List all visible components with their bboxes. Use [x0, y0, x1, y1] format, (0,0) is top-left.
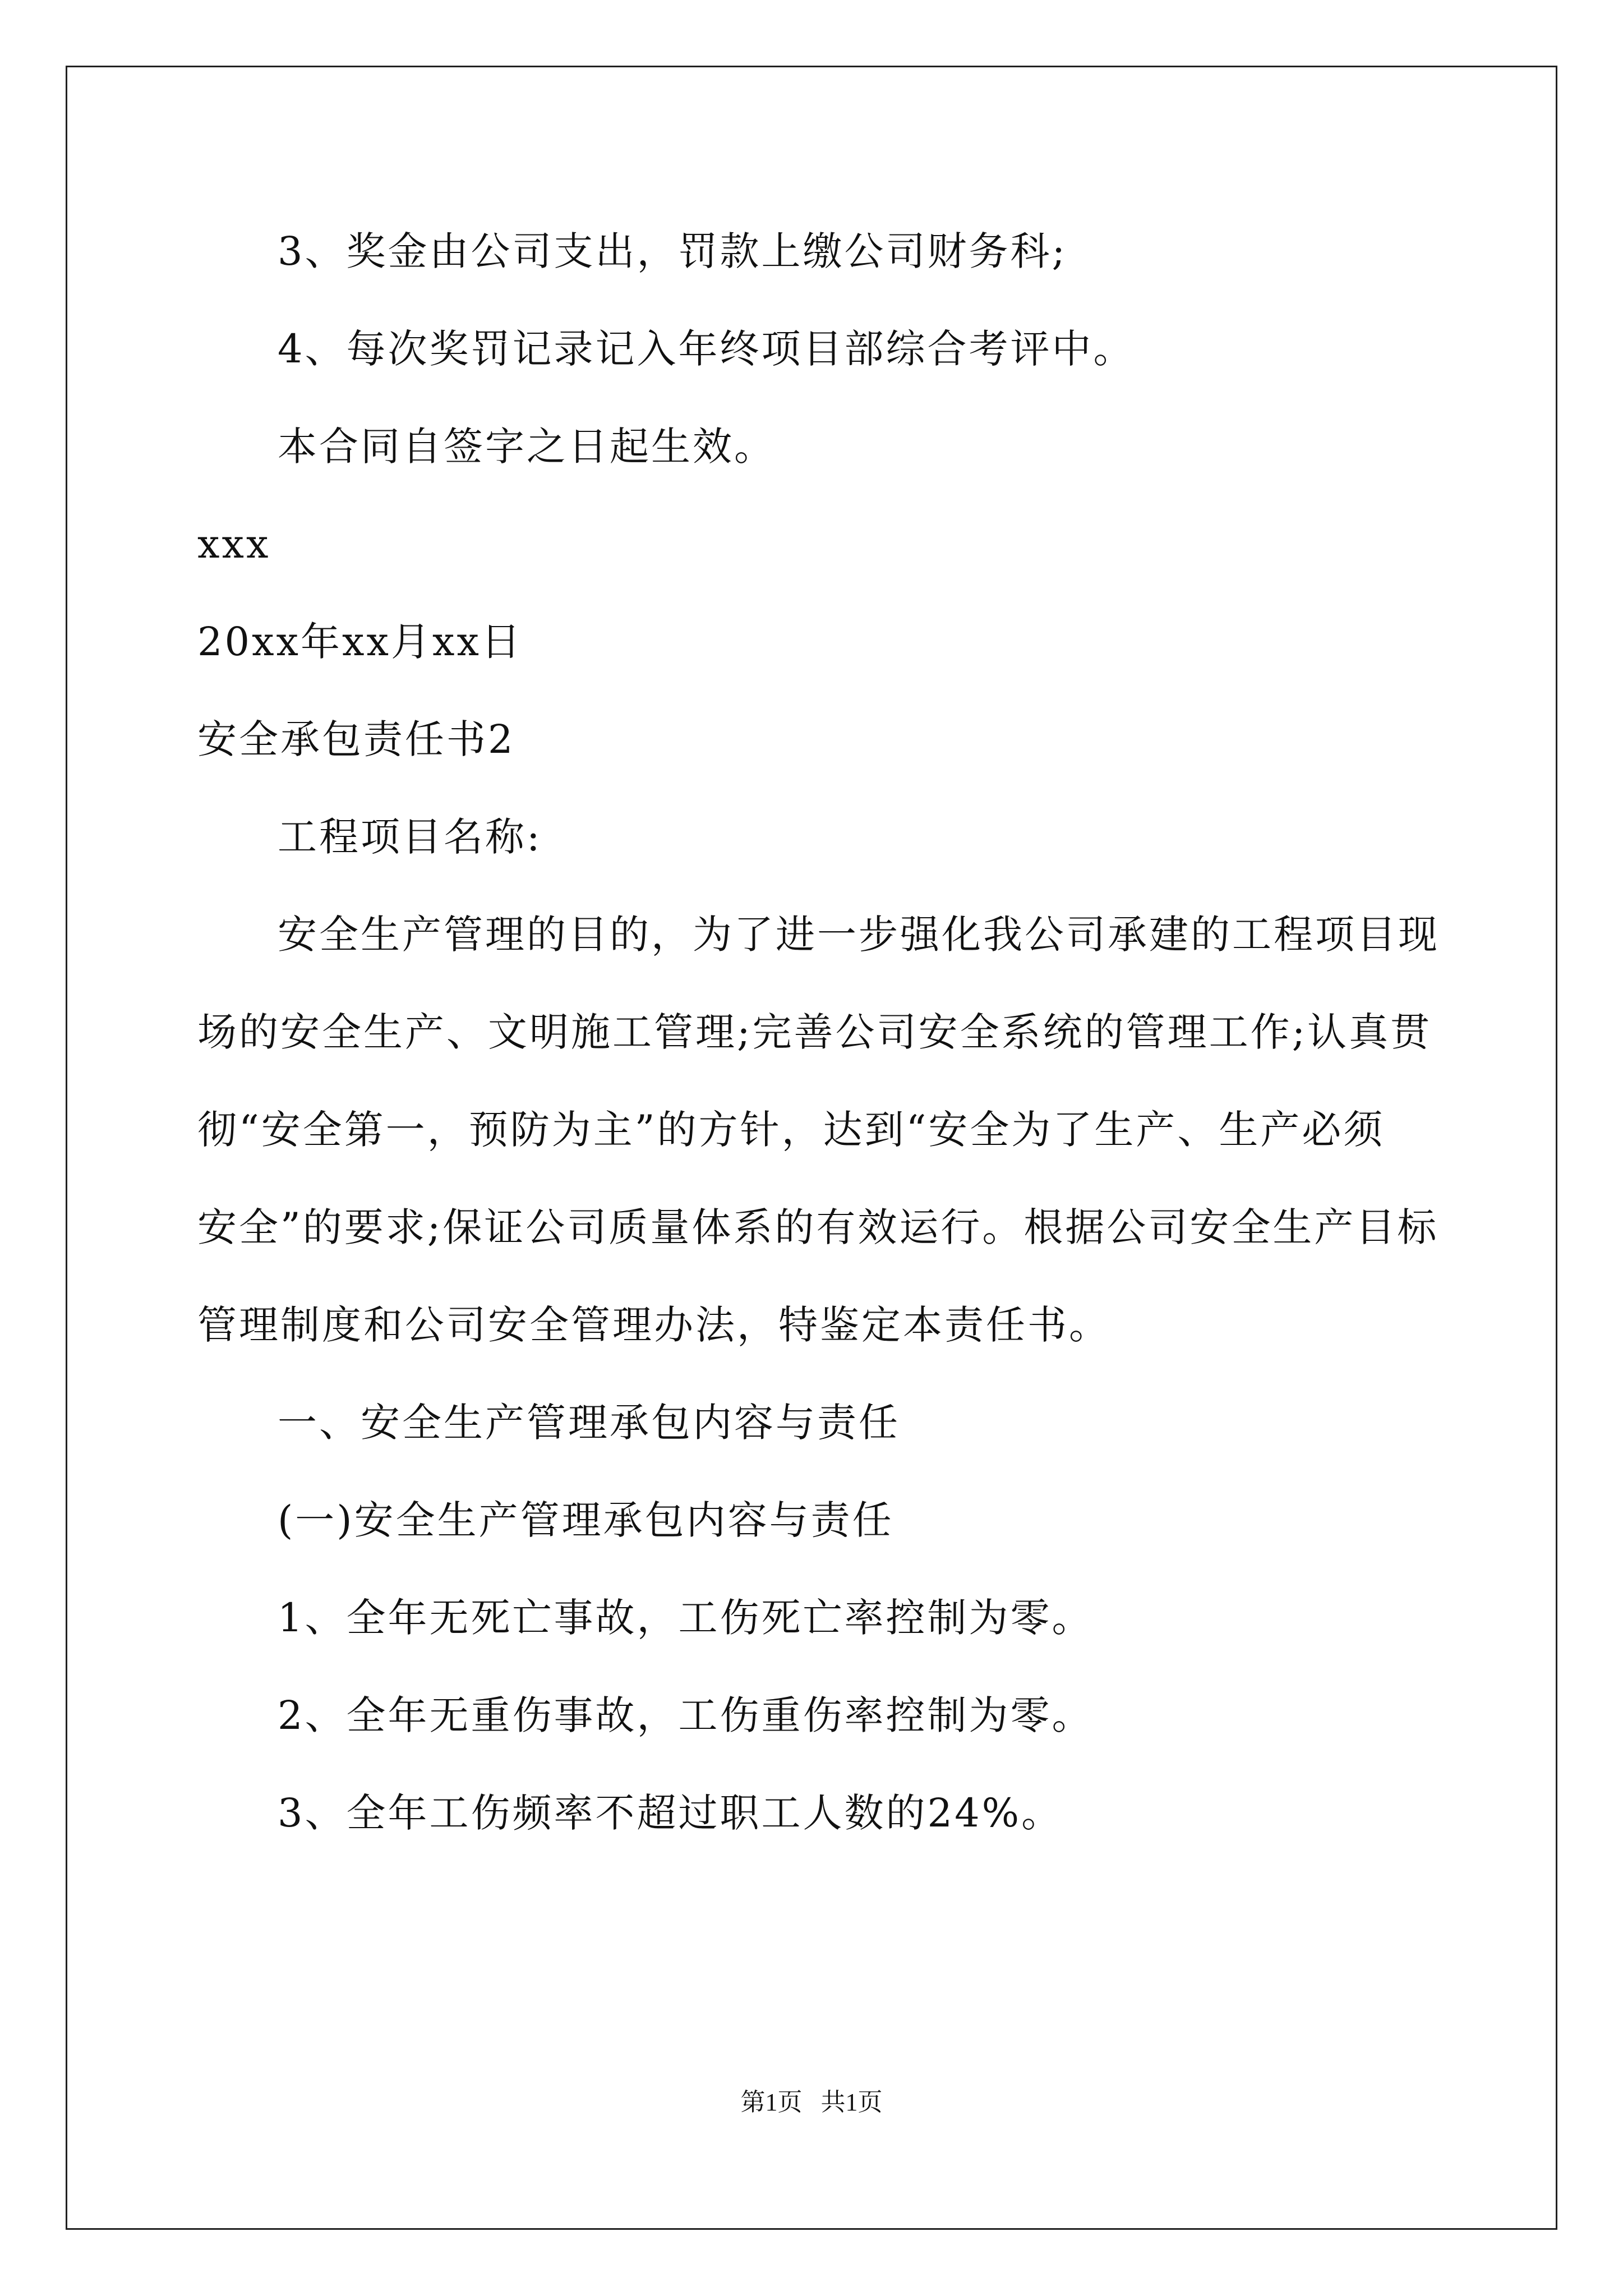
text-line-1: 3、奖金由公司支出，罚款上缴公司财务科; — [278, 228, 1068, 274]
text-line-11: 安全”的要求;保证公司质量体系的有效运行。根据公司安全生产目标 — [197, 1204, 1439, 1250]
section-title: 安全承包责任书2 — [197, 716, 515, 762]
heading-1-1: (一)安全生产管理承包内容与责任 — [278, 1497, 894, 1543]
heading-1: 一、安全生产管理承包内容与责任 — [278, 1400, 900, 1446]
text-line-2: 4、每次奖罚记录记入年终项目部综合考评中。 — [278, 326, 1135, 372]
signatory: xxx — [197, 521, 271, 567]
text-line-8: 安全生产管理的目的，为了进一步强化我公司承建的工程项目现 — [278, 912, 1440, 958]
project-name-label: 工程项目名称: — [278, 814, 542, 860]
list-item-2: 2、全年无重伤事故，工伤重伤率控制为零。 — [278, 1692, 1094, 1738]
page-footer: 第1页 共1页 — [740, 2088, 883, 2116]
date-line: 20xx年xx月xx日 — [197, 619, 523, 665]
list-item-3: 3、全年工伤频率不超过职工人数的24%。 — [278, 1790, 1063, 1836]
list-item-1: 1、全年无死亡事故，工伤死亡率控制为零。 — [278, 1595, 1094, 1641]
text-line-10: 彻“安全第一，预防为主”的方针，达到“安全为了生产、生产必须 — [197, 1107, 1385, 1153]
text-line-3: 本合同自签字之日起生效。 — [278, 424, 776, 470]
text-line-12: 管理制度和公司安全管理办法，特鉴定本责任书。 — [197, 1302, 1110, 1348]
text-line-9: 场的安全生产、文明施工管理;完善公司安全系统的管理工作;认真贯 — [197, 1009, 1432, 1055]
